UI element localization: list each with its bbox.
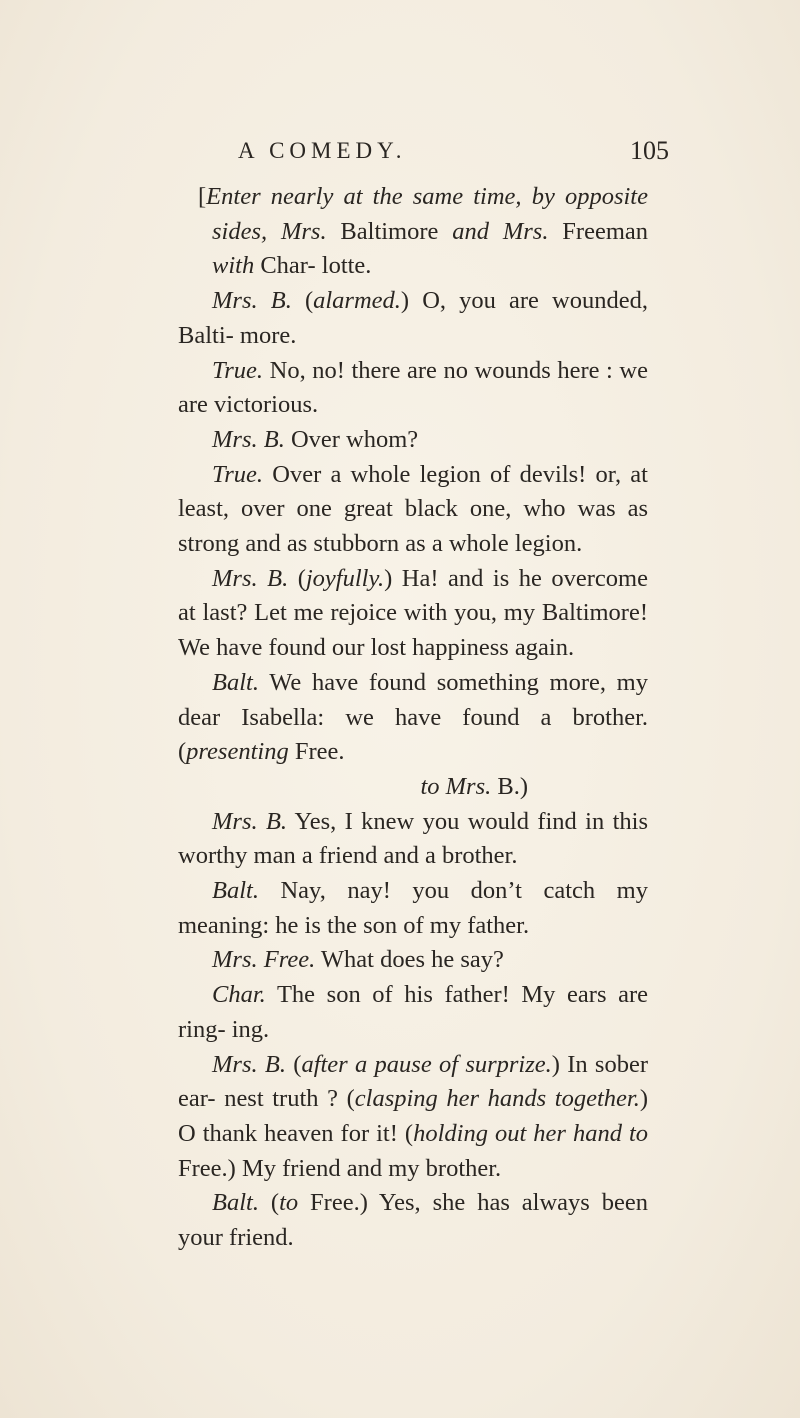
character-name: Baltimore [326, 217, 453, 245]
dialogue-paragraph [178, 805, 648, 874]
text-run: Yes, I knew you would find in this [287, 807, 648, 835]
text-run: last? Let me rejoice with you, my Baltimore! We [178, 599, 649, 662]
speaker-label: True. [212, 460, 264, 488]
text-run: Free.) Yes, she has always been your [178, 1189, 648, 1252]
text-run: ( [288, 564, 306, 592]
dialogue-paragraph [178, 562, 648, 666]
text-run: are victorious. [178, 391, 319, 419]
speaker-label: Mrs. B. [212, 807, 288, 835]
speaker-label: Mrs. B. [212, 425, 285, 453]
direction-text: and Mrs. [452, 217, 549, 245]
text-run: We have found something more, my dear [178, 668, 648, 731]
text-run: ) O thank [178, 1085, 649, 1147]
text-run: ( [291, 287, 314, 315]
speaker-label: True. [212, 356, 264, 384]
dialogue-paragraph [178, 1048, 648, 1187]
speaker-label: Balt. [212, 1189, 259, 1217]
direction-text: Enter nearly at the same time, by opposite sides, [206, 183, 648, 245]
text-run: worthy man a friend and a brother. [178, 842, 518, 870]
text-run: What does he say? [315, 946, 504, 974]
direction-text: to [279, 1189, 299, 1217]
text-run: Isabella: we have found a brother. ( [178, 703, 648, 766]
dialogue-paragraph [178, 284, 648, 353]
text-run: ing. [231, 1015, 270, 1043]
speaker-label: Char. [212, 981, 266, 1009]
text-run: over one great black one, who was as strong and as [178, 495, 648, 558]
dialogue-paragraph [178, 458, 648, 562]
text-run: friend and my brother. [282, 1154, 502, 1182]
character-name: lotte. [321, 252, 372, 280]
text-run: ) In sober ear- [178, 1050, 648, 1113]
direction-text: after a pause of surprize. [301, 1050, 552, 1078]
play-text [178, 180, 648, 1256]
running-title: A COMEDY. [238, 138, 407, 163]
speaker-label: Mrs. B. [212, 564, 289, 592]
page-header [0, 138, 800, 178]
speaker-label: Mrs. B. [212, 1050, 286, 1078]
bracket: [ [198, 183, 207, 210]
direction-continuation [178, 770, 648, 805]
direction-text: Mrs. [280, 217, 327, 245]
speaker-label: Mrs. B. [212, 287, 292, 315]
character-name: Char- [254, 252, 316, 280]
text-run: ( [258, 1189, 280, 1217]
text-run: ) Ha! and is he overcome at [178, 564, 648, 627]
speaker-label: Balt. [212, 877, 259, 905]
text-run: Free.) My [178, 1154, 276, 1182]
text-run: heaven for it! ( [264, 1119, 414, 1147]
direction-text: alarmed. [313, 287, 401, 315]
dialogue-paragraph [178, 423, 648, 458]
text-run: Over a whole legion of devils! or, at least, [178, 460, 648, 523]
direction-text: clasping her hands together. [354, 1085, 640, 1113]
text-run: No, no! there are no wounds here : we [263, 356, 648, 384]
text-run: ( [285, 1050, 302, 1078]
text-run: Free. [288, 738, 345, 766]
direction-text: presenting [186, 738, 289, 766]
speaker-label: Balt. [212, 668, 259, 696]
text-run: more. [239, 321, 297, 349]
dialogue-paragraph [178, 943, 648, 978]
text-run: friend. [229, 1224, 294, 1252]
text-run: B.) [491, 772, 528, 800]
text-run: have found our lost happiness again. [216, 634, 575, 662]
dialogue-paragraph [178, 354, 648, 423]
text-run: stubborn as a whole legion. [313, 530, 583, 558]
speaker-label: Mrs. Free. [212, 946, 316, 974]
dialogue-paragraph [178, 978, 648, 1047]
text-run: Nay, nay! you don’t catch my meaning: [178, 877, 648, 939]
dialogue-paragraph [178, 666, 648, 770]
text-run: Over whom? [284, 425, 419, 453]
dialogue-paragraph [178, 874, 648, 943]
direction-text: with [212, 252, 255, 280]
text-run: he is the son of my father. [275, 911, 530, 939]
direction-text: to Mrs. [420, 772, 492, 800]
text-run: The son of his father! My ears are ring- [178, 981, 648, 1043]
character-name: Freeman [548, 217, 649, 245]
page-number: 105 [630, 136, 669, 165]
direction-text: holding out her hand to [413, 1119, 649, 1147]
dialogue-paragraph [178, 1186, 648, 1255]
text-run: nest truth ? ( [224, 1085, 355, 1113]
text-run: ) O, you are wounded, Balti- [178, 287, 648, 349]
stage-direction [178, 180, 648, 284]
direction-text: joyfully. [305, 564, 385, 592]
